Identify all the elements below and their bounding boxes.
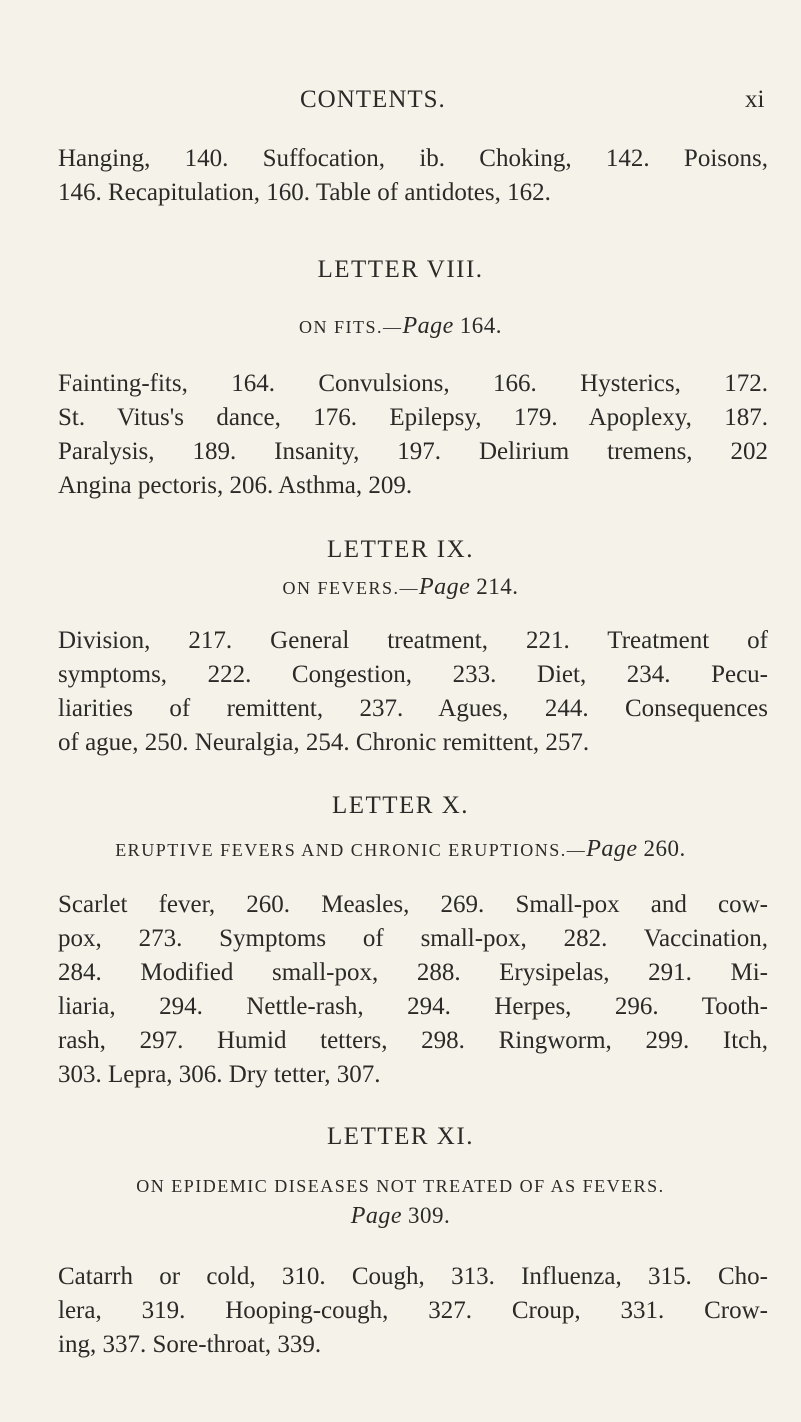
letter-paragraph [58,624,768,760]
page-ref-number: 164. [459,313,503,338]
letter-page-ref [0,1203,801,1230]
letter-subject [0,574,801,601]
page-ref-label: Page [418,574,471,600]
text-line: symptoms, 222. Congestion, 233. Diet, 234. Pecu- [58,661,768,688]
letter-heading: LETTER XI. [327,1123,474,1150]
page-ref-label: Page [402,313,454,339]
letter-heading: LETTER IX. [327,536,474,563]
letter-paragraph [58,367,768,503]
page-number: xi [745,86,765,113]
text-line: lera, 319. Hooping-cough, 327. Croup, 331. Crow- [58,1297,768,1324]
text-line: pox, 273. Symptoms of small-pox, 282. Vaccination, [58,925,768,952]
text-line: ing, 337. Sore-throat, 339. [58,1331,322,1358]
running-head [0,86,801,126]
text-line: Division, 217. General treatment, 221. Treatment of [58,627,768,654]
text-line: Scarlet fever, 260. Measles, 269. Small-pox and cow- [58,891,768,918]
letter-subject-text: ON EPIDEMIC DISEASES NOT TREATED OF AS FEVERS. [136,1176,665,1196]
text-line: 303. Lepra, 306. Dry tetter, 307. [58,1061,381,1088]
running-title: CONTENTS. [300,86,446,113]
text-line: 146. Recapitulation, 160. Table of antidotes, 162. [58,179,551,206]
text-line: Angina pectoris, 206. Asthma, 209. [58,472,413,499]
letter-subject [0,836,801,863]
letter-subject-text: ON FEVERS.— [282,578,419,598]
text-line: liaria, 294. Nettle-rash, 294. Herpes, 296. Tooth- [58,993,768,1020]
page-ref-number: 260. [643,836,686,861]
page-ref-label: Page [350,1203,403,1229]
letter-subject-text: ON FITS.— [298,317,403,337]
text-line: Paralysis, 189. Insanity, 197. Delirium tremens, 202 [58,438,768,465]
letter-subject [0,1176,801,1197]
text-line: liarities of remittent, 237. Agues, 244. Consequences [58,695,768,722]
letter-heading: LETTER VIII. [317,256,484,283]
text-line: Fainting-fits, 164. Convulsions, 166. Hysterics, 172. [58,370,768,397]
text-line: Hanging, 140. Suffocation, ib. Choking, 142. Poisons, [58,145,768,172]
text-line: 284. Modified small-pox, 288. Erysipelas, 291. Mi- [58,959,768,986]
text-line: Catarrh or cold, 310. Cough, 313. Influenza, 315. Cho- [58,1263,768,1290]
intro-paragraph [58,142,768,210]
letter-subject [0,313,801,340]
page-ref-label: Page [586,836,638,862]
page-ref-number: 309. [408,1203,451,1228]
text-line: of ague, 250. Neuralgia, 254. Chronic remittent, 257. [58,729,590,756]
text-line: St. Vitus's dance, 176. Epilepsy, 179. Apoplexy, 187. [58,404,768,431]
page-ref-number: 214. [476,574,519,599]
text-line: rash, 297. Humid tetters, 298. Ringworm, 299. Itch, [58,1027,768,1054]
letter-paragraph [58,888,768,1092]
letter-paragraph [58,1260,768,1362]
letter-heading: LETTER X. [331,792,470,819]
letter-subject-text: ERUPTIVE FEVERS AND CHRONIC ERUPTIONS.— [115,840,587,860]
